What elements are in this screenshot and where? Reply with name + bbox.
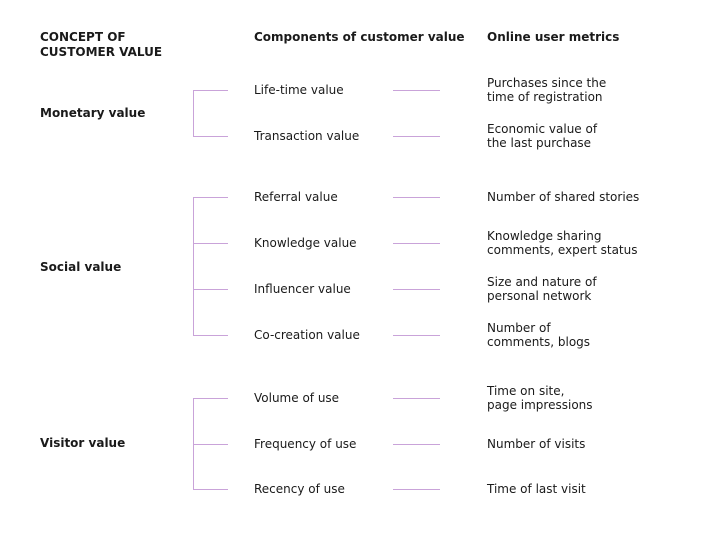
metric-label: Number of visits bbox=[487, 437, 586, 451]
metric-label: Size and nature of personal network bbox=[487, 275, 597, 303]
component-label: Referral value bbox=[254, 190, 338, 204]
metric-label: Time on site, page impressions bbox=[487, 384, 593, 412]
component-label: Recency of use bbox=[254, 482, 345, 496]
component-label: Life-time value bbox=[254, 83, 344, 97]
concept-label: Monetary value bbox=[40, 106, 146, 120]
component-label: Transaction value bbox=[254, 129, 360, 143]
metric-label: Number of shared stories bbox=[487, 190, 640, 204]
header-concept-text: CONCEPT OF CUSTOMER VALUE bbox=[40, 30, 163, 59]
header-components: Components of customer value bbox=[254, 30, 465, 44]
metric-label: Economic value of the last purchase bbox=[487, 122, 598, 150]
metric-label: Knowledge sharing comments, expert status bbox=[487, 229, 638, 257]
component-label: Co-creation value bbox=[254, 328, 360, 342]
concept-label: Social value bbox=[40, 260, 122, 274]
component-label: Frequency of use bbox=[254, 437, 357, 451]
component-label: Volume of use bbox=[254, 391, 340, 405]
metric-label: Number of comments, blogs bbox=[487, 321, 591, 349]
header-metrics: Online user metrics bbox=[487, 30, 620, 44]
metric-label: Time of last visit bbox=[487, 482, 586, 496]
concept-label: Visitor value bbox=[40, 436, 126, 450]
component-label: Knowledge value bbox=[254, 236, 357, 250]
metric-label: Purchases since the time of registration bbox=[487, 76, 607, 104]
component-label: Influencer value bbox=[254, 282, 351, 296]
